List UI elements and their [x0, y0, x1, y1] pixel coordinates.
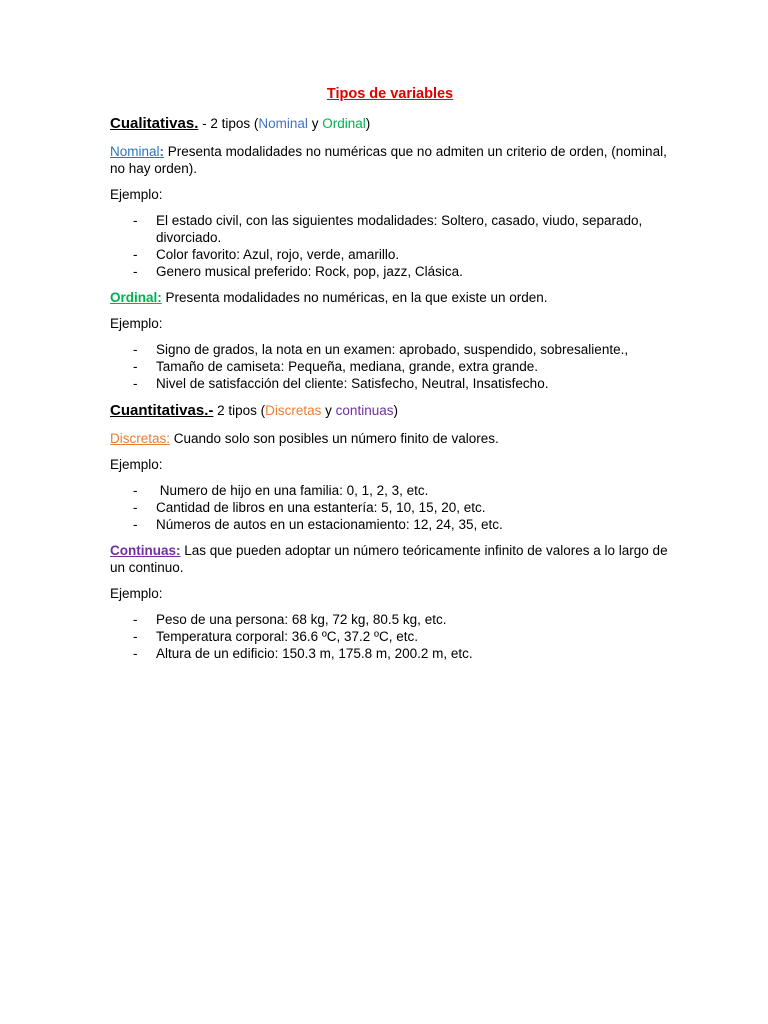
continuas-example-list: [110, 611, 670, 662]
dash-bullet: -: [133, 247, 138, 262]
list-item: - Signo de grados, la nota en un examen: aprobado, suspendido, sobresaliente.,: [133, 342, 629, 357]
cuantitativas-heading: Cuantitativas.-: [110, 402, 214, 419]
list-item: - Temperatura corporal: 36.6 ºC, 37.2 ºC, etc.: [133, 629, 418, 644]
continuas-term: Continuas:: [110, 543, 181, 558]
nominal-term: Nominal:: [110, 144, 165, 159]
cualitativas-intro-suffix: ): [365, 116, 371, 131]
dash-bullet: -: [133, 517, 138, 532]
cuantitativas-intro-prefix: 2 tipos (: [213, 403, 266, 418]
ordinal-definition: [110, 289, 670, 306]
cuantitativas-connector: y: [321, 403, 336, 418]
nominal-example-label: Ejemplo:: [110, 187, 163, 202]
continuas-definition: [110, 542, 670, 576]
cuantitativas-type-continuas: continuas: [335, 403, 394, 418]
list-item: - Tamaño de camiseta: Pequeña, mediana, grande, extra grande.: [133, 359, 538, 374]
document-title: Tipos de variables: [326, 86, 454, 102]
dash-bullet: -: [133, 646, 138, 661]
continuas-definition-text: Las que pueden adoptar un número teóricamente infinito de valores a lo largo de un continuo.: [110, 543, 668, 575]
list-item: - Peso de una persona: 68 kg, 72 kg, 80.5 kg, etc.: [133, 612, 447, 627]
list-item: - El estado civil, con las siguientes modalidades: Soltero, casado, viudo, separado, divorciado.: [133, 213, 643, 245]
dash-bullet: -: [133, 500, 138, 515]
dash-bullet: -: [133, 376, 138, 391]
cuantitativas-intro-suffix: ): [393, 403, 398, 418]
list-item: - Nivel de satisfacción del cliente: Satisfecho, Neutral, Insatisfecho.: [133, 376, 549, 391]
continuas-example-label: Ejemplo:: [110, 586, 163, 601]
ordinal-term: Ordinal:: [110, 290, 162, 305]
ordinal-example-label: Ejemplo:: [110, 316, 163, 331]
cuantitativas-heading-line: [110, 401, 670, 421]
dash-bullet: -: [133, 342, 138, 357]
cualitativas-connector: y: [307, 116, 323, 131]
list-item: - Genero musical preferido: Rock, pop, jazz, Clásica.: [133, 264, 463, 279]
discretas-example-list: [110, 482, 670, 533]
list-item: - Color favorito: Azul, rojo, verde, amarillo.: [133, 247, 400, 262]
discretas-example-label: Ejemplo:: [110, 457, 163, 472]
dash-bullet: -: [133, 612, 138, 627]
ordinal-example-list: [110, 341, 670, 392]
cuantitativas-type-discretas: Discretas: [265, 403, 322, 418]
cualitativas-type-nominal: Nominal: [258, 116, 308, 131]
list-item: - Números de autos en un estacionamiento: 12, 24, 35, etc.: [133, 517, 503, 532]
cualitativas-intro-prefix: - 2 tipos (: [198, 116, 259, 131]
nominal-definition: [110, 143, 670, 177]
cualitativas-type-ordinal: Ordinal: [322, 116, 366, 131]
nominal-definition-text: Presenta modalidades no numéricas que no admiten un criterio de orden, (nominal, no hay orden).: [110, 144, 667, 176]
dash-bullet: -: [133, 629, 138, 644]
dash-bullet: -: [133, 213, 138, 228]
discretas-definition: [110, 430, 670, 447]
cualitativas-heading-line: [110, 114, 670, 134]
list-item: - Altura de un edificio: 150.3 m, 175.8 m, 200.2 m, etc.: [133, 646, 473, 661]
dash-bullet: -: [133, 359, 138, 374]
document-page: [110, 84, 670, 671]
cualitativas-heading: Cualitativas.: [110, 115, 199, 132]
list-item: - Cantidad de libros en una estantería: 5, 10, 15, 20, etc.: [133, 500, 486, 515]
list-item: - Numero de hijo en una familia: 0, 1, 2, 3, etc.: [133, 483, 429, 498]
nominal-example-list: [110, 212, 670, 280]
dash-bullet: -: [133, 264, 138, 279]
ordinal-definition-text: Presenta modalidades no numéricas, en la que existe un orden.: [161, 290, 548, 305]
dash-bullet: -: [133, 483, 138, 498]
discretas-definition-text: Cuando solo son posibles un número finito de valores.: [170, 431, 499, 446]
discretas-term: Discretas:: [110, 431, 171, 446]
